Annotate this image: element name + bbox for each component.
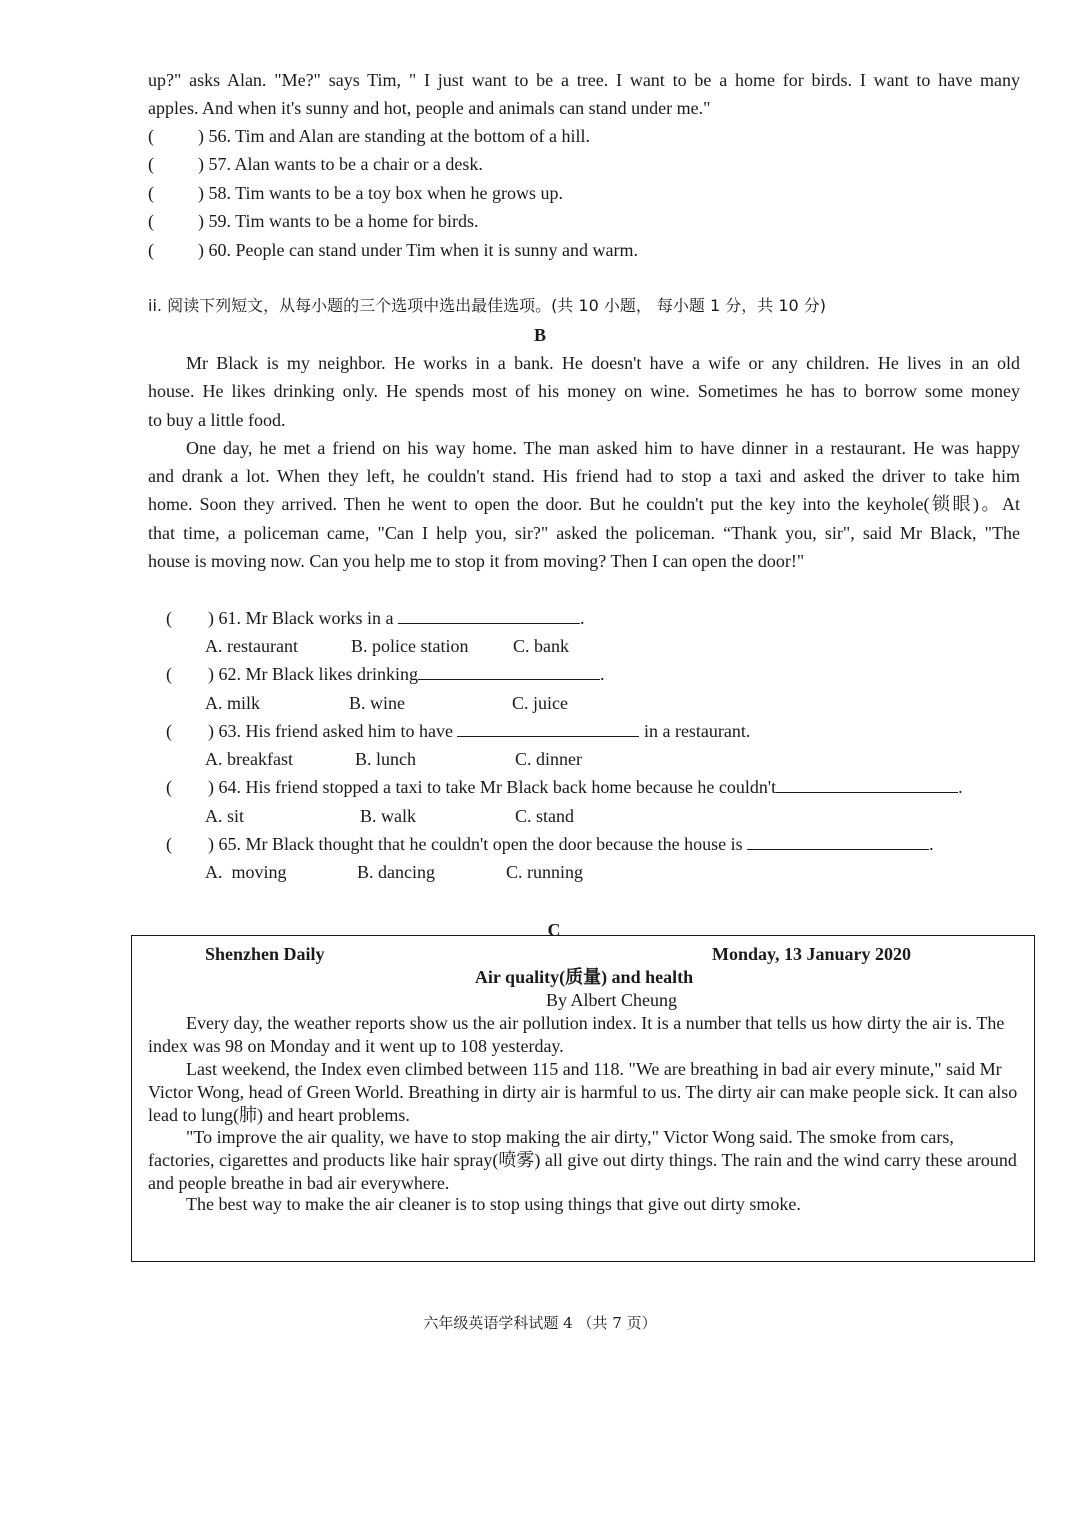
newspaper-article-box [131, 935, 1035, 1262]
option-a[interactable]: A. breakfast [205, 749, 293, 769]
question-text: ) 57. Alan wants to be a chair or a desk. [198, 154, 483, 174]
question-text: ) 58. Tim wants to be a toy box when he grows up. [198, 183, 563, 203]
answer-paren[interactable]: ( [148, 154, 154, 174]
question-text: ) 61. Mr Black works in a [208, 608, 398, 628]
mc-question-62: ( ) 62. Mr Black likes drinking . [166, 660, 1026, 688]
passage-a-line: up?" asks Alan. "Me?" says Tim, " I just want to be a tree. I want to be a home for birds. I want to have many [148, 70, 1020, 90]
mc-question-65: ( ) 65. Mr Black thought that he couldn't open the door because the house is . [166, 830, 1026, 858]
answer-paren[interactable]: ( [166, 834, 172, 854]
option-c[interactable]: C. dinner [515, 749, 582, 769]
section-instruction: ii. 阅读下列短文，从每小题的三个选项中选出最佳选项。(共 10 小题， 每小题 1 分，共 10 分) [148, 296, 827, 315]
answer-paren[interactable]: ( [166, 608, 172, 628]
answer-blank[interactable] [418, 661, 600, 680]
tf-question-58 [148, 179, 1020, 207]
option-b[interactable]: B. lunch [355, 749, 416, 769]
mc-question-61: ( ) 61. Mr Black works in a . [166, 604, 1026, 632]
passage-b-line: One day, he met a friend on his way home. The man asked him to have dinner in a restaurant. He was happy [186, 438, 1020, 458]
page-footer: 六年级英语学科试题 4 （共 7 页） [423, 1314, 657, 1332]
option-b[interactable]: B. wine [349, 693, 405, 713]
answer-paren[interactable]: ( [166, 664, 172, 684]
question-text: ) 63. His friend asked him to have [208, 721, 458, 741]
answer-blank[interactable] [747, 831, 929, 850]
passage-b-line: and drank a lot. When they left, he couldn't stand. His friend had to stop a taxi and asked the driver to take him [148, 466, 1020, 486]
tf-question-57 [148, 150, 1020, 178]
tf-question-60 [148, 236, 1020, 264]
article-byline: By Albert Cheung [546, 990, 677, 1010]
answer-paren[interactable]: ( [148, 183, 154, 203]
option-c[interactable]: C. juice [512, 693, 568, 713]
answer-paren[interactable]: ( [166, 777, 172, 797]
answer-blank[interactable] [398, 605, 580, 624]
question-text: ) 60. People can stand under Tim when it is sunny and warm. [198, 240, 638, 260]
article-paragraph: "To improve the air quality, we have to stop making the air dirty," Victor Wong said. The smoke from cars, factories, cigarettes and products like hair spray(喷雾) all give out dirty things. The rain and the wind carry these around and people breathe in bad air everywhere. [148, 1127, 1017, 1193]
article-paragraph: Last weekend, the Index even climbed between 115 and 118. "We are breathing in bad air every minute," said Mr Victor Wong, head of Green World. Breathing in dirty air is harmful to us. The dirty air can make people sick. It can also lead to lung(肺) and heart problems. [148, 1059, 1018, 1125]
option-a[interactable]: A. moving [205, 862, 287, 882]
option-c[interactable]: C. bank [513, 636, 569, 656]
passage-b-line: to buy a little food. [148, 410, 286, 430]
passage-b-letter: B [533, 325, 546, 345]
question-text: ) 62. Mr Black likes drinking [208, 664, 418, 684]
newspaper-date: Monday, 13 January 2020 [712, 944, 912, 964]
answer-paren[interactable]: ( [148, 211, 154, 231]
answer-blank[interactable] [776, 774, 958, 793]
option-a[interactable]: A. restaurant [205, 636, 298, 656]
passage-b-line: Mr Black is my neighbor. He works in a bank. He doesn't have a wife or any children. He lives in an old [186, 353, 1020, 373]
passage-b-line: house. He likes drinking only. He spends most of his money on wine. Sometimes he has to borrow some money [148, 381, 1020, 401]
passage-a-line: apples. And when it's sunny and hot, people and animals can stand under me." [148, 98, 711, 118]
option-b[interactable]: B. walk [360, 806, 416, 826]
mc-question-63: ( ) 63. His friend asked him to have in a restaurant. [166, 717, 1026, 745]
article-paragraph: The best way to make the air cleaner is to stop using things that give out dirty smoke. [186, 1194, 801, 1214]
answer-paren[interactable]: ( [148, 240, 154, 260]
option-c[interactable]: C. running [506, 862, 584, 882]
option-a[interactable]: A. sit [205, 806, 245, 826]
article-headline: Air quality(质量) and health [474, 967, 694, 987]
question-text: ) 64. His friend stopped a taxi to take Mr Black back home because he couldn't [208, 777, 777, 797]
mc-question-64: ( ) 64. His friend stopped a taxi to take Mr Black back home because he couldn't . [166, 773, 1026, 801]
tf-question-59 [148, 207, 1020, 235]
passage-b-line: that time, a policeman came, "Can I help you, sir?" asked the policeman. “Thank you, sir", said Mr Black, "The [148, 523, 1020, 543]
question-text: ) 65. Mr Black thought that he couldn't open the door because the house is [208, 834, 748, 854]
question-text: ) 59. Tim wants to be a home for birds. [198, 211, 479, 231]
option-a[interactable]: A. milk [205, 693, 261, 713]
newspaper-name: Shenzhen Daily [205, 944, 325, 964]
answer-paren[interactable]: ( [166, 721, 172, 741]
passage-b-line: house is moving now. Can you help me to stop it from moving? Then I can open the door!" [148, 551, 805, 571]
answer-paren[interactable]: ( [148, 126, 154, 146]
option-b[interactable]: B. dancing [357, 862, 435, 882]
option-c[interactable]: C. stand [515, 806, 575, 826]
question-text: ) 56. Tim and Alan are standing at the bottom of a hill. [198, 126, 590, 146]
passage-b-line: home. Soon they arrived. Then he went to open the door. But he couldn't put the key into the keyhole(锁眼)。At [148, 494, 1020, 514]
option-b[interactable]: B. police station [351, 636, 469, 656]
passage-c-letter: C [547, 920, 561, 940]
article-paragraph: Every day, the weather reports show us the air pollution index. It is a number that tells us how dirty the air is. The index was 98 on Monday and it went up to 108 yesterday. [148, 1013, 1005, 1056]
answer-blank[interactable] [457, 718, 639, 737]
tf-question-56 [148, 122, 1020, 150]
